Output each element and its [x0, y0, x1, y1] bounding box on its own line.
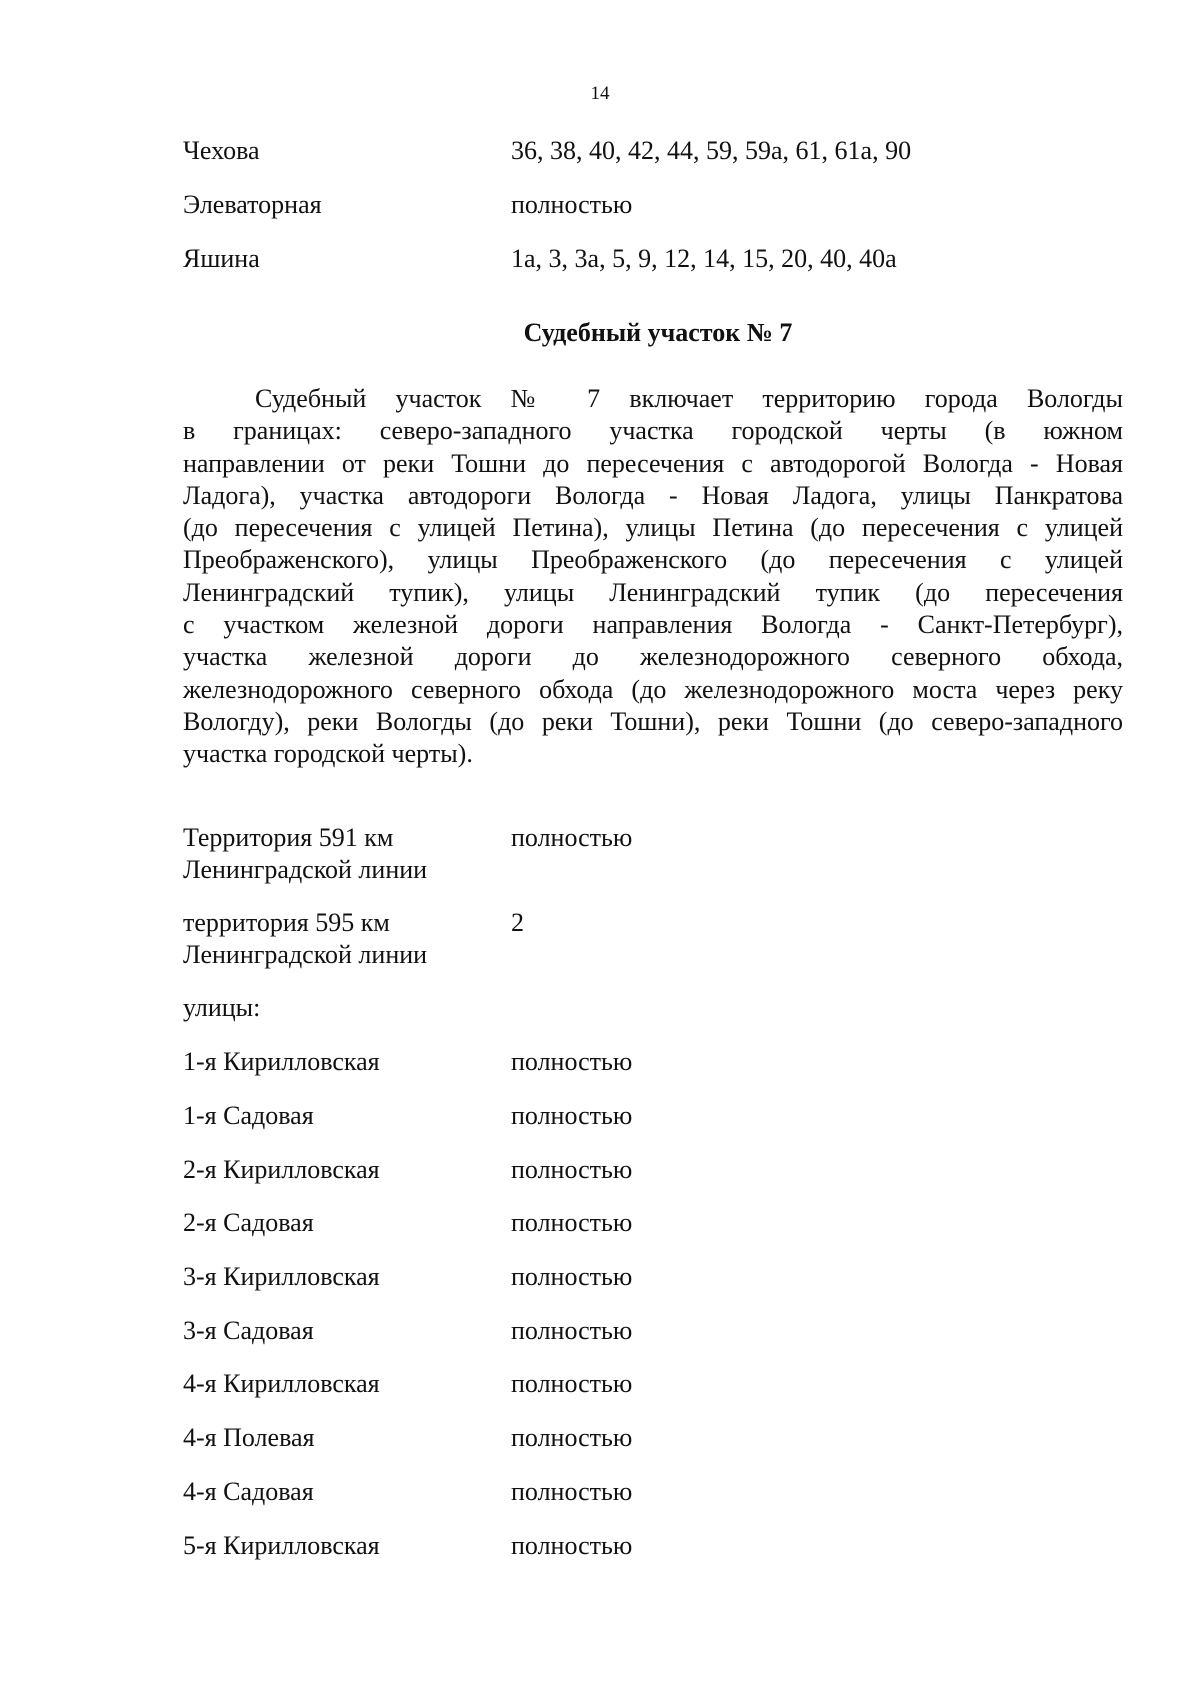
- page-number: 14: [590, 83, 610, 104]
- house-numbers: полностью: [511, 1047, 633, 1076]
- house-numbers: 1а, 3, 3а, 5, 9, 12, 14, 15, 20, 40, 40а: [511, 244, 897, 273]
- territory-name-line: Ленинградской линии: [183, 855, 428, 884]
- paragraph-line: участка городской черты).: [183, 739, 473, 769]
- street-name: Яшина: [183, 244, 260, 273]
- house-numbers: 2: [511, 908, 524, 937]
- street-name: 1-я Садовая: [183, 1101, 314, 1130]
- paragraph-line: в границах: северо-западного участка городской черты (в южном: [183, 416, 1123, 446]
- section-title: Судебный участок № 7: [523, 318, 793, 347]
- house-numbers: полностью: [511, 190, 633, 219]
- street-name: Чехова: [183, 136, 260, 165]
- paragraph-line: Преображенского), улицы Преображенского (до пересечения с улицей: [183, 545, 1123, 575]
- street-name: 1-я Кирилловская: [183, 1047, 380, 1076]
- territory-name-line: территория 595 км: [183, 908, 390, 937]
- street-name: 4-я Кирилловская: [183, 1369, 380, 1398]
- house-numbers: полностью: [511, 1262, 633, 1291]
- streets-heading: улицы:: [183, 993, 261, 1022]
- territory-name-line: Территория 591 км: [183, 823, 394, 852]
- street-name: 2-я Садовая: [183, 1208, 314, 1237]
- house-numbers: полностью: [511, 823, 633, 852]
- house-numbers: полностью: [511, 1101, 633, 1130]
- house-numbers: полностью: [511, 1423, 633, 1452]
- house-numbers: полностью: [511, 1316, 633, 1345]
- house-numbers: 36, 38, 40, 42, 44, 59, 59а, 61, 61а, 90: [511, 136, 912, 165]
- territory-name-line: Ленинградской линии: [183, 940, 428, 969]
- paragraph-line: (до пересечения с улицей Петина), улицы Петина (до пересечения с улицей: [183, 513, 1123, 543]
- paragraph-line: участка железной дороги до железнодорожного северного обхода,: [183, 642, 1123, 672]
- paragraph-line: с участком железной дороги направления Вологда - Санкт-Петербург),: [183, 610, 1123, 640]
- territory-name: [183, 822, 503, 886]
- description-paragraph: [183, 383, 1123, 771]
- paragraph-line: Ладога), участка автодороги Вологда - Новая Ладога, улицы Панкратова: [183, 480, 1123, 510]
- territory-name: [183, 907, 503, 971]
- house-numbers: полностью: [511, 1369, 633, 1398]
- paragraph-line: железнодорожного северного обхода (до железнодорожного моста через реку: [183, 674, 1123, 704]
- paragraph-line: Вологду), реки Вологды (до реки Тошни), реки Тошни (до северо-западного: [183, 706, 1123, 736]
- street-name: 4-я Полевая: [183, 1423, 315, 1452]
- house-numbers: полностью: [511, 1155, 633, 1184]
- street-name: 4-я Садовая: [183, 1477, 314, 1506]
- street-name: 3-я Садовая: [183, 1316, 314, 1345]
- house-numbers: полностью: [511, 1531, 633, 1560]
- paragraph-line: Судебный участок № 7 включает территорию города Вологды: [255, 384, 1123, 413]
- street-name: Элеваторная: [183, 190, 322, 219]
- street-name: 3-я Кирилловская: [183, 1262, 380, 1291]
- street-name: 5-я Кирилловская: [183, 1531, 380, 1560]
- street-name: 2-я Кирилловская: [183, 1155, 380, 1184]
- paragraph-line: направлении от реки Тошни до пересечения с автодорогой Вологда - Новая: [183, 448, 1123, 478]
- paragraph-line: Ленинградский тупик), улицы Ленинградский тупик (до пересечения: [183, 577, 1123, 607]
- house-numbers: полностью: [511, 1477, 633, 1506]
- house-numbers: полностью: [511, 1208, 633, 1237]
